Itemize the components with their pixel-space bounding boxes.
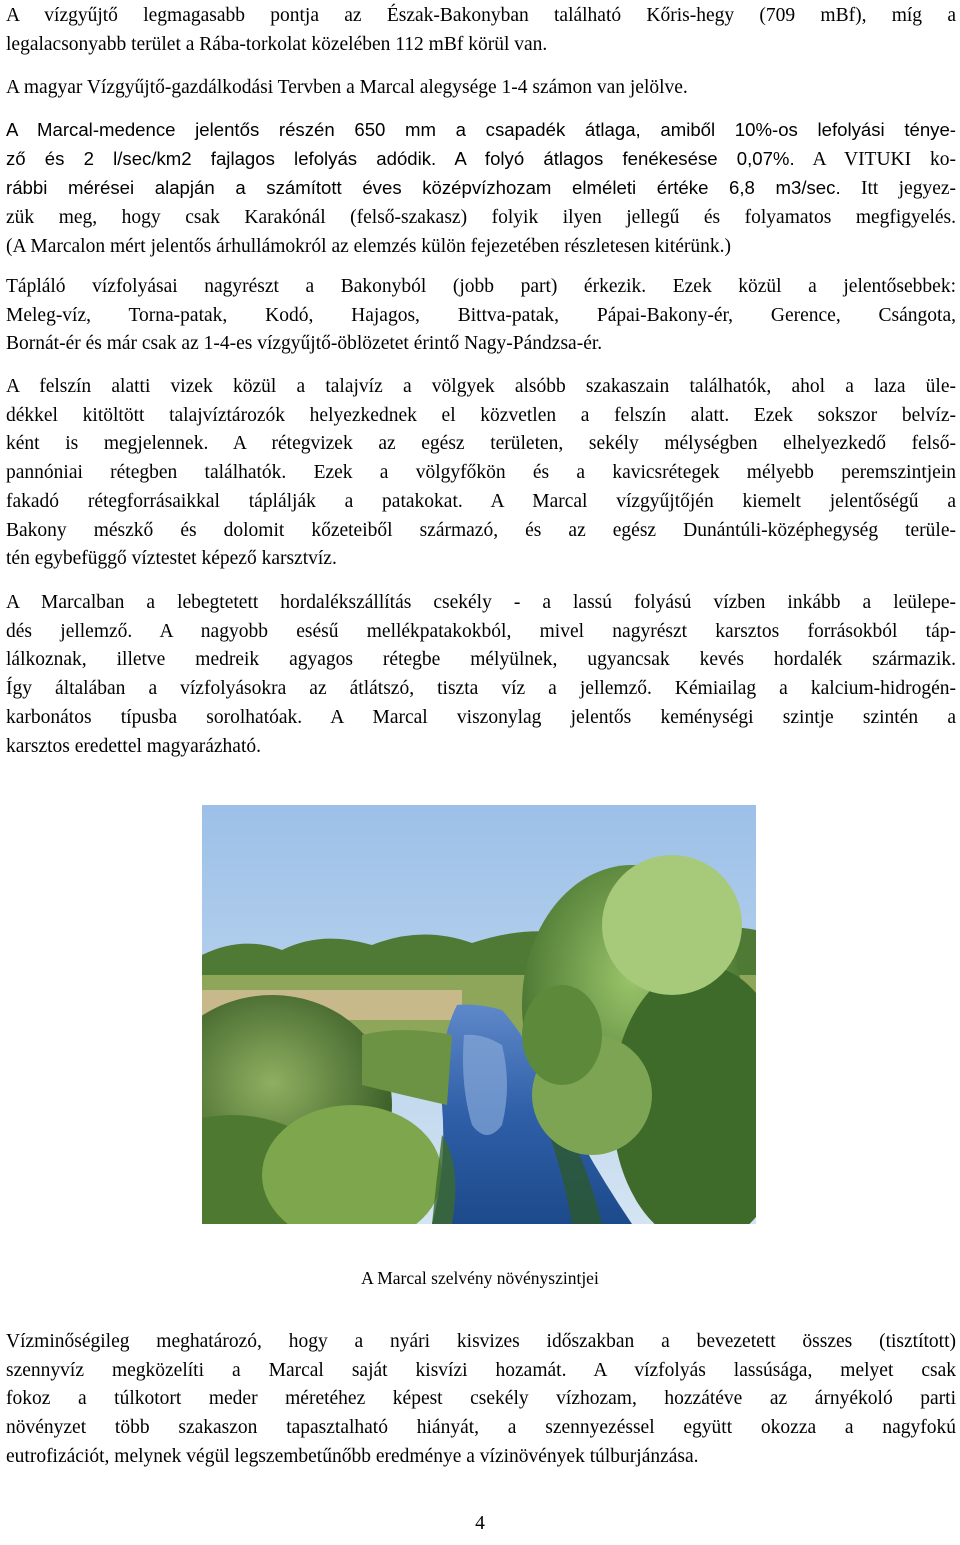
text-line: A vízgyűjtő legmagasabb pontja az Észak-Bakonyban található Kőris-hegy (709 mBf), míg a (6, 5, 956, 26)
text-line: (A Marcalon mért jelentős árhullámokról az elemzés külön fejezetében részletesen kitérünk.) (6, 235, 731, 257)
text-line: legalacsonyabb terület a Rába-torkolat közelében 112 mBf körül van. (6, 33, 548, 55)
text-line: A Marcal-medence jelentős részén 650 mm a csapadék átlaga, amiből 10%-os lefolyási ténye- (6, 119, 956, 140)
text-line (6, 145, 956, 175)
text-line: zük meg, hogy csak Karakónál (felső-szakasz) folyik ilyen jellegű és folyamatos megfigyelés. (6, 207, 956, 229)
text-line: ként is megjelennek. A rétegvizek az egész területen, sekély mélységben elhelyezkedő felső- (6, 433, 956, 455)
text-run: A VITUKI ko- (812, 148, 956, 170)
paragraph-precipitation-runoff (6, 116, 956, 262)
text-line: A felszín alatti vizek közül a talajvíz a völgyek alsóbb szakaszain találhatók, ahol a laza üle- (6, 376, 956, 397)
text-line: Meleg-víz, Torna-patak, Kodó, Hajagos, Bittva-patak, Pápai-Bakony-ér, Gerence, Csángota, (6, 304, 956, 326)
river-photo (202, 805, 756, 1224)
figure-caption: A Marcal szelvény növényszintjei (361, 1268, 599, 1288)
text-line: dékkel kitöltött talajvíztározók helyezkednek el közvetlen a felszín alatt. Ezek sokszor belvíz- (6, 404, 956, 426)
text-line: növényzet több szakaszon tapasztalható hiányát, a szennyezéssel együtt okozza a nagyfokú (6, 1417, 956, 1439)
paragraph-watershed-elevation (6, 2, 956, 59)
paragraph-sediment-chemistry (6, 589, 956, 761)
text-line: karsztos eredettel magyarázható. (6, 735, 261, 757)
page-number: 4 (475, 1513, 485, 1534)
paragraph-water-management-plan (6, 74, 956, 103)
text-line: szennyvíz megközelíti a Marcal saját kisvízi hozamát. A vízfolyás lassúsága, melyet csak (6, 1359, 956, 1381)
text-line: Így általában a vízfolyásokra az átlátszó, tiszta víz a jellemző. Kémiailag a kalcium-hidrogén- (6, 678, 956, 700)
text-line: A magyar Vízgyűjtő-gazdálkodási Tervben a Marcal alegysége 1-4 számon van jelölve. (6, 77, 688, 98)
text-run: Itt jegyez- (860, 178, 956, 200)
text-line: Vízminőségileg meghatározó, hogy a nyári kisvizes időszakban a bevezetett összes (tisztított) (6, 1331, 956, 1352)
text-line: lálkoznak, illetve medreik agyagos rétegbe mélyülnek, ugyancsak kevés hordalék származik. (6, 649, 956, 671)
paragraph-water-quality (6, 1328, 956, 1472)
text-line: Bornát-ér és már csak az 1-4-es vízgyűjtő-öblözetet érintő Nagy-Pándzsa-ér. (6, 333, 603, 355)
text-line: tén egybefüggő víztestet képező karsztvíz. (6, 548, 337, 570)
text-line: karbonátos típusba sorolhatóak. A Marcal viszonylag jelentős keménységi szintje szintén a (6, 706, 956, 728)
text-line: Bakony mészkő és dolomit kőzeteiből származó, és az egész Dunántúli-középhegység terüle- (6, 519, 956, 541)
text-line: pannóniai rétegben találhatók. Ezek a völgyfőkön és a kavicsrétegek mélyebb peremszintjein (6, 462, 956, 484)
text-run: rábbi mérései alapján a számított éves középvízhozam elméleti értéke 6,8 m3/sec. (6, 177, 841, 199)
text-line: Tápláló vízfolyásai nagyrészt a Bakonyból (jobb part) érkezik. Ezek közül a jelentősebbek: (6, 276, 956, 297)
text-line: eutrofizációt, melynek végül legszembetűnőbb eredménye a vízinövények túlburjánzása. (6, 1445, 699, 1467)
text-run: ző és 2 l/sec/km2 fajlagos lefolyás adódik. A folyó átlagos fenékesése 0,07%. (6, 147, 795, 169)
text-line: fakadó rétegforrásaikkal táplálják a patakokat. A Marcal vízgyűjtőjén kiemelt jelentőségű a (6, 490, 956, 512)
text-line: fokoz a túlkotort meder méretéhez képest csekély vízhozam, hozzátéve az árnyékoló parti (6, 1388, 956, 1410)
text-line (6, 174, 956, 204)
paragraph-groundwater (6, 373, 956, 574)
text-line: dés jellemző. A nagyobb esésű mellékpatakokból, mivel nagyrészt karsztos forrásokból táp- (6, 620, 956, 642)
text-line: A Marcalban a lebegtetett hordalékszállítás csekély - a lassú folyású vízben inkább a leülepe- (6, 592, 956, 613)
paragraph-tributaries (6, 273, 956, 359)
